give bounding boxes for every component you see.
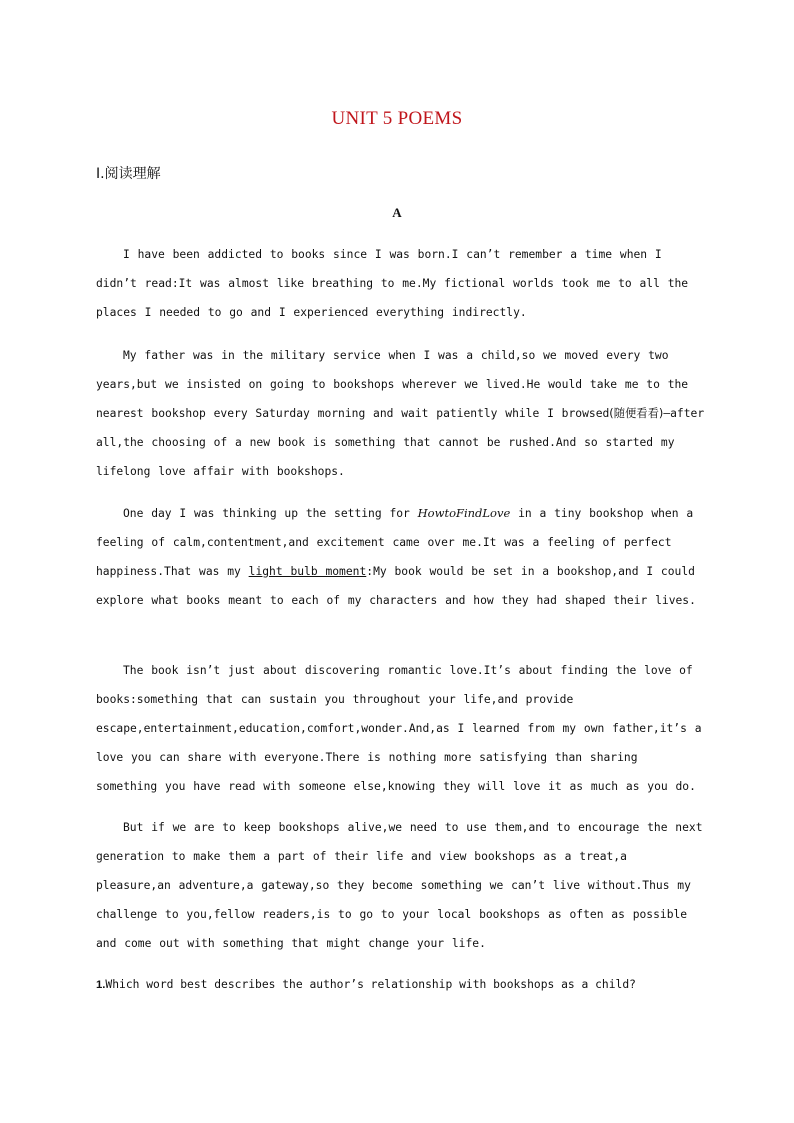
paragraph-4 (96, 657, 706, 802)
document-title: UNIT 5 POEMS (331, 108, 463, 129)
paragraph-2-gloss: (随便看看) (609, 406, 664, 420)
paragraph-1-text: I have been addicted to books since I was born.I can’t remember a time when I didn’t read:It was almost like breathing to me.My fictional worlds took me to all the places I needed to go and I experienced everything indirectly. (96, 248, 689, 319)
question-1 (96, 974, 706, 996)
paragraph-2-text-a: My father was in the military service when I was a child,so we moved every two years,but we insisted on going to bookshops wherever we lived.He would take me to the nearest bookshop every Saturday morning and wait patiently while I browsed (96, 349, 689, 420)
paragraph-3-text-b: in a tiny bookshop when a feeling of calm,contentment,and excitement came over me.It was a feeling of perfect happiness.That was my (96, 507, 694, 578)
paragraph-5 (96, 814, 706, 959)
question-text: Which word best describes the author’s relationship with bookshops as a child? (105, 978, 636, 991)
question-number: 1. (96, 979, 106, 991)
paragraph-4-text: The book isn’t just about discovering romantic love.It’s about finding the love of books:something that can sustain you throughout your life,and provide escape,entertainment,education,comfort,wonder.And,as I learned from my own father,it’s a love you can share with everyone.There is nothing more satisfying than sharing something you have read with someone else,knowing they will love it as much as you do. (96, 664, 702, 793)
paragraph-3-text-a: One day I was thinking up the setting for (123, 507, 418, 520)
underlined-phrase: light bulb moment (248, 564, 367, 578)
passage-label: A (392, 205, 402, 220)
book-title: HowtoFindLove (417, 506, 511, 520)
paragraph-2-text-b: —after all,the choosing of a new book is something that cannot be rushed.And so started my lifelong love affair with bookshops. (96, 406, 705, 478)
paragraph-5-text: But if we are to keep bookshops alive,we need to use them,and to encourage the next generation to make them a part of their life and view bookshops as a treat,a pleasure,an adventure,a gateway,so they become something we can’t live without.Thus my challenge to you,fellow readers,is to go to your local bookshops as often as possible and come out with something that might change your life. (96, 821, 703, 950)
paragraph-1 (96, 241, 706, 328)
paragraph-2 (96, 342, 706, 487)
section-heading: Ⅰ.阅读理解 (96, 166, 161, 182)
paragraph-3-text-c: :My book would be set in a bookshop,and I could explore what books meant to each of my characters and how they had shaped their lives. (96, 564, 696, 607)
paragraph-3 (96, 499, 706, 616)
